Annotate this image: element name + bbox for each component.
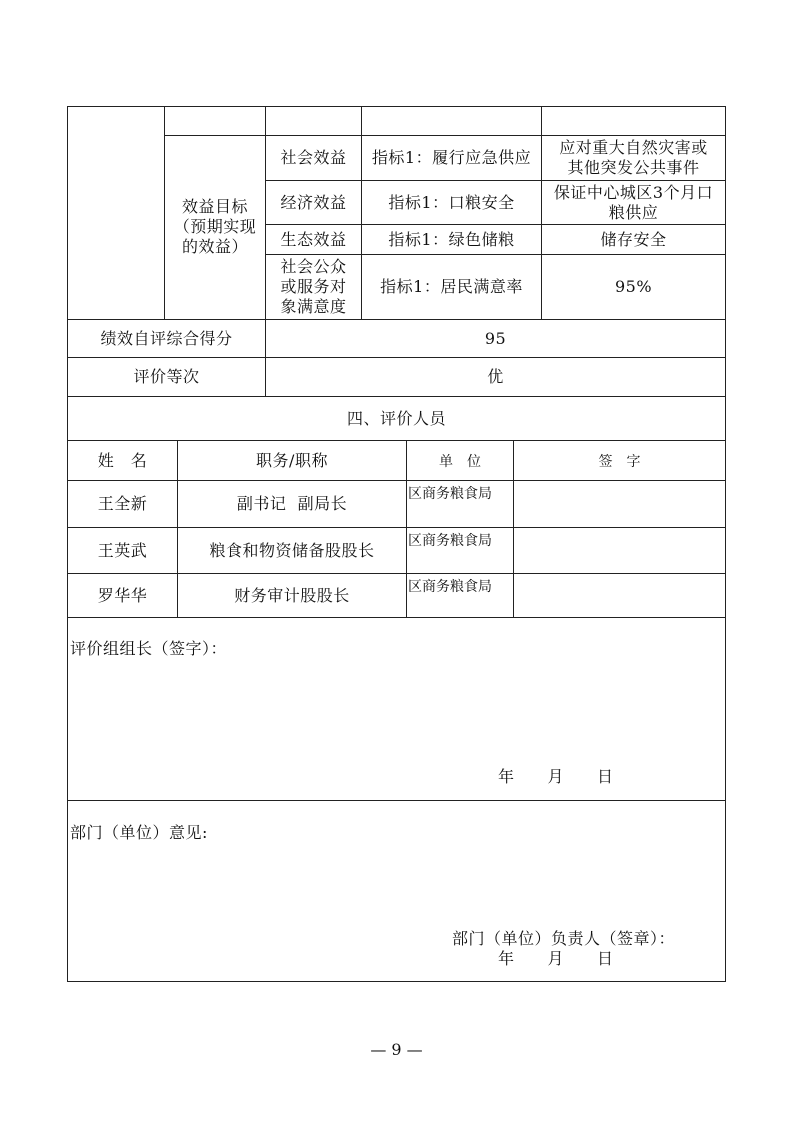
benefit-category-label: 效益目标 （预期实现 的效益）	[173, 197, 257, 256]
page-number: — 9 —	[370, 1040, 423, 1059]
evaluator-signature	[514, 528, 725, 573]
leader-signature-date: 年 月 日	[498, 767, 614, 786]
score-label: 绩效自评综合得分	[100, 328, 233, 348]
header-unit: 单 位	[439, 453, 481, 470]
evaluator-name: 罗华华	[97, 585, 148, 605]
grade-label: 评价等次	[133, 367, 200, 386]
department-opinion-date: 年 月 日	[498, 949, 614, 968]
evaluator-signature	[514, 481, 725, 527]
evaluator-unit: 区商务粮食局	[408, 579, 492, 595]
benefit-indicator-social: 指标1：履行应急供应	[371, 148, 532, 167]
evaluator-position: 副书记 副局长	[236, 494, 348, 513]
header-name: 姓 名	[97, 450, 148, 470]
grade-value: 优	[487, 367, 504, 386]
evaluator-position: 财务审计股股长	[234, 585, 350, 605]
leader-signature-label: 评价组组长（签字）：	[70, 639, 228, 658]
evaluator-name: 王全新	[97, 494, 148, 513]
header-position: 职务/职称	[256, 450, 328, 470]
evaluator-unit: 区商务粮食局	[408, 533, 492, 549]
benefit-value-economic: 保证中心城区3个月口 粮供应	[553, 182, 714, 222]
evaluator-name: 王英武	[97, 540, 148, 560]
benefit-type-satisfaction: 社会公众 或服务对 象满意度	[280, 257, 347, 316]
benefit-indicator-satisfaction: 指标1：居民满意率	[380, 277, 523, 296]
department-responsible-label: 部门（单位）负责人（签章）：	[452, 929, 676, 948]
department-opinion-label: 部门（单位）意见:	[70, 823, 208, 842]
evaluator-position: 粮食和物资储备股股长	[209, 540, 375, 560]
benefit-indicator-ecological: 指标1：绿色储粮	[388, 229, 515, 249]
benefit-type-social: 社会效益	[280, 148, 347, 167]
benefit-type-ecological: 生态效益	[280, 229, 347, 249]
evaluator-signature	[514, 574, 725, 617]
score-value: 95	[484, 328, 507, 348]
benefit-value-social: 应对重大自然灾害或 其他突发公共事件	[559, 138, 708, 177]
benefit-type-economic: 经济效益	[280, 192, 347, 212]
header-signature: 签 字	[598, 453, 641, 470]
benefit-value-ecological: 储存安全	[600, 229, 667, 249]
benefit-value-satisfaction: 95%	[614, 277, 653, 296]
evaluators-section-title: 四、评价人员	[346, 408, 446, 428]
evaluator-unit: 区商务粮食局	[408, 486, 492, 502]
benefit-indicator-economic: 指标1：口粮安全	[388, 192, 515, 212]
